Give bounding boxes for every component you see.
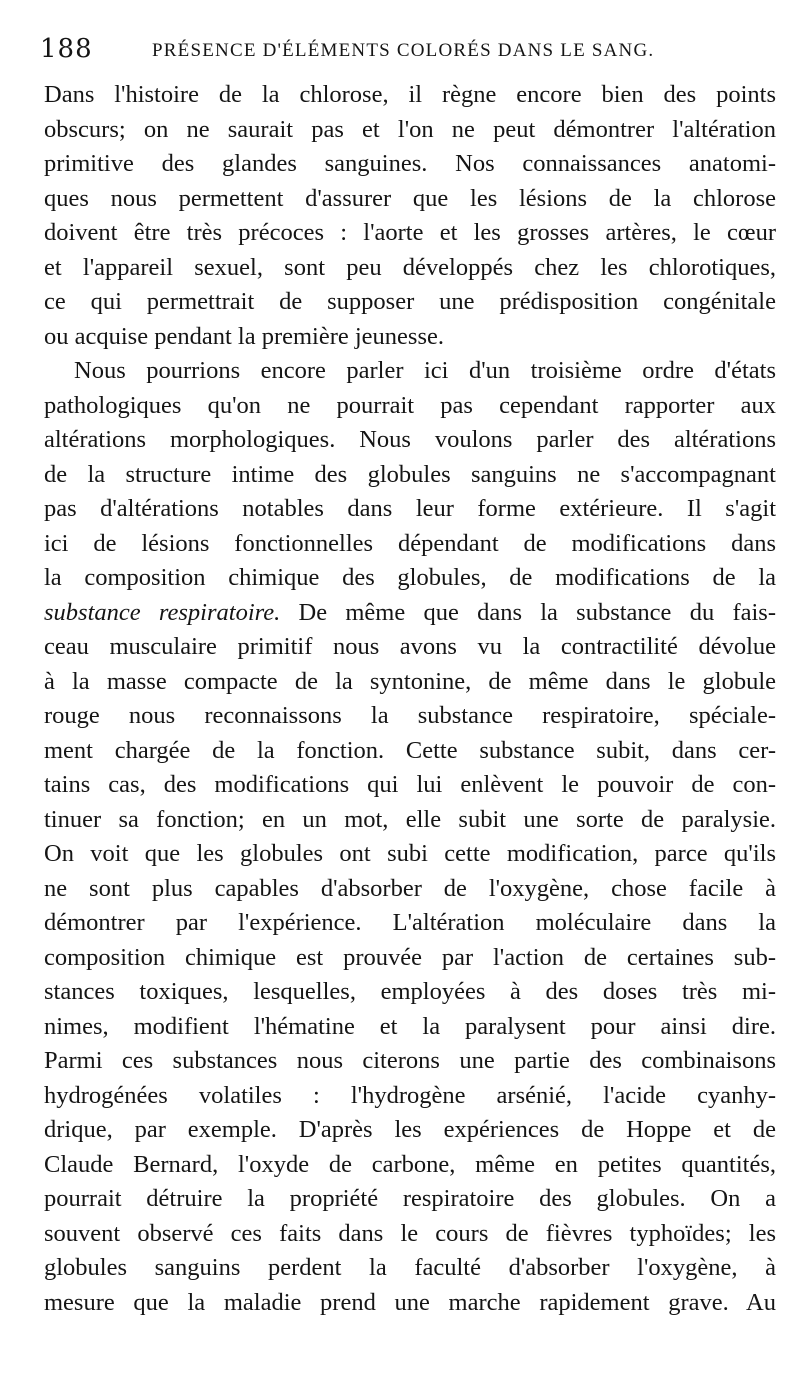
text-line: et l'appareil sexuel, sont peu développés chez les chlorotiques, — [44, 253, 776, 281]
text-line: globules sanguins perdent la faculté d'absorber l'oxygène, à — [44, 1254, 776, 1281]
text-line — [44, 596, 776, 631]
text-line: ques nous permettent d'assurer que les lésions de la chlorose — [44, 184, 776, 212]
text-line: Dans l'histoire de la chlorose, il règne encore bien des points — [44, 81, 776, 108]
text-line: à la masse compacte de la syntonine, de même dans le globule — [44, 667, 776, 695]
text-line: la composition chimique des globules, de modifications de la — [44, 564, 776, 591]
text-line: ce qui permettrait de supposer une prédisposition congénitale — [44, 288, 776, 315]
text-line: pourrait détruire la propriété respiratoire des globules. On a — [44, 1185, 776, 1212]
text-line: pas d'altérations notables dans leur forme extérieure. Il s'agit — [44, 495, 776, 522]
text-line: tinuer sa fonction; en un mot, elle subit une sorte de paralysie. — [44, 805, 776, 833]
text-line: démontrer par l'expérience. L'altération moléculaire dans la — [44, 909, 776, 936]
text-line: stances toxiques, lesquelles, employées à des doses très mi- — [44, 978, 776, 1005]
text-line: mesure que la maladie prend une marche rapidement grave. Au — [44, 1288, 776, 1316]
text-line: altérations morphologiques. Nous voulons parler des altérations — [44, 426, 776, 453]
text-line: de la structure intime des globules sanguins ne s'accompagnant — [44, 460, 776, 488]
text-line: hydrogénées volatiles : l'hydrogène arsénié, l'acide cyanhy- — [44, 1081, 776, 1109]
text-line: souvent observé ces faits dans le cours de fièvres typhoïdes; les — [44, 1219, 776, 1247]
paragraph-start-line: Nous pourrions encore parler ici d'un troisième ordre d'états — [74, 357, 776, 384]
text-line: obscurs; on ne saurait pas et l'on ne peut démontrer l'altération — [44, 115, 776, 143]
text-line: nimes, modifient l'hématine et la paralysent pour ainsi dire. — [44, 1012, 776, 1040]
text-line: ici de lésions fonctionnelles dépendant de modifications dans — [44, 529, 776, 557]
text-line: pathologiques qu'on ne pourrait pas cependant rapporter aux — [44, 391, 776, 419]
text-line: On voit que les globules ont subi cette modification, parce qu'ils — [44, 840, 776, 867]
text-run: De même que dans la substance du fais- — [280, 598, 776, 626]
text-line: ne sont plus capables d'absorber de l'oxygène, chose facile à — [44, 874, 776, 902]
text-line: Claude Bernard, l'oxyde de carbone, même en petites quantités, — [44, 1150, 776, 1178]
text-line: rouge nous reconnaissons la substance respiratoire, spéciale- — [44, 702, 776, 729]
text-line: composition chimique est prouvée par l'action de certaines sub- — [44, 943, 776, 971]
text-line: ceau musculaire primitif nous avons vu la contractilité dévolue — [44, 633, 776, 660]
text-line: Parmi ces substances nous citerons une partie des combinaisons — [44, 1047, 776, 1074]
text-line: doivent être très précoces : l'aorte et les grosses artères, le cœur — [44, 219, 776, 246]
page-header — [40, 30, 770, 70]
italic-term: substance respiratoire. — [44, 598, 281, 626]
running-title: PRÉSENCE D'ÉLÉMENTS COLORÉS DANS LE SANG. — [152, 40, 655, 61]
paragraph-end-line: ou acquise pendant la première jeunesse. — [44, 322, 445, 350]
text-line: primitive des glandes sanguines. Nos connaissances anatomi- — [44, 150, 776, 177]
page-number: 188 — [40, 34, 93, 64]
body-text — [44, 78, 776, 1320]
text-line: drique, par exemple. D'après les expériences de Hoppe et de — [44, 1116, 776, 1143]
text-line: tains cas, des modifications qui lui enlèvent le pouvoir de con- — [44, 771, 776, 798]
text-line: ment chargée de la fonction. Cette substance subit, dans cer- — [44, 736, 776, 764]
